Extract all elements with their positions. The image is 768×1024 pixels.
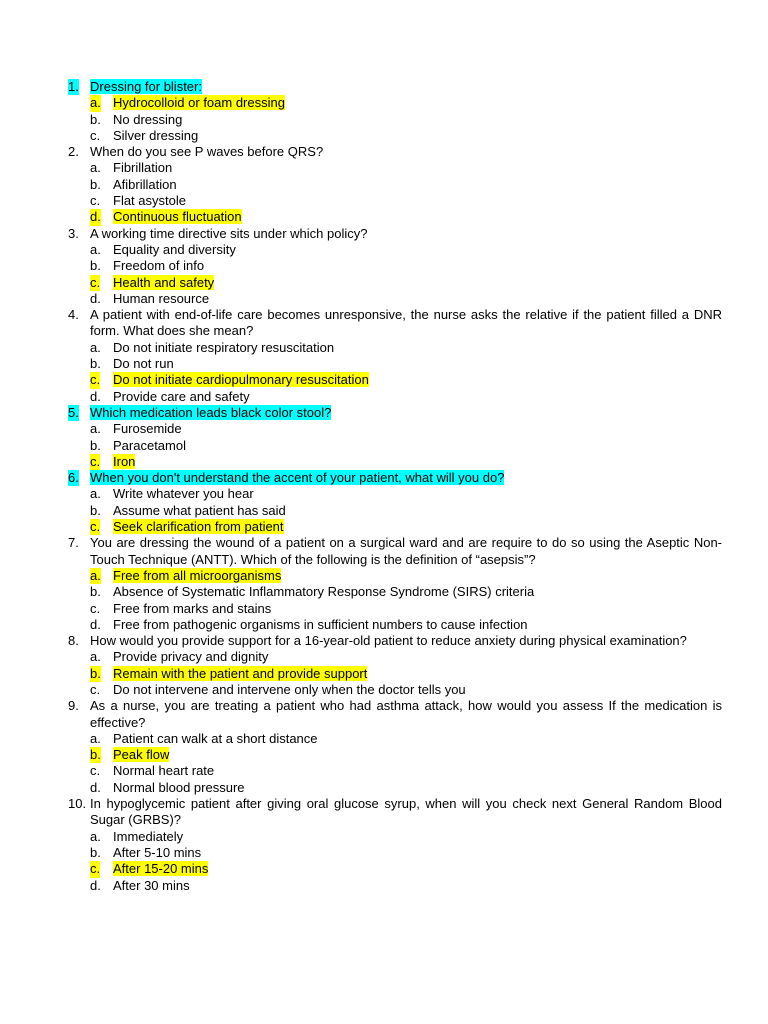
answer-option — [0, 617, 768, 633]
option-text: Do not initiate respiratory resuscitation — [113, 339, 335, 355]
answer-option — [0, 829, 768, 845]
question-text: A patient with end-of-life care becomes unresponsive, the nurse asks the relative if the patient filled a DNR form. What does she mean? — [90, 307, 722, 339]
answer-option — [0, 503, 768, 519]
answer-option — [0, 258, 768, 274]
question-number: 7. — [68, 535, 79, 551]
question-number: 10. — [68, 796, 87, 812]
answer-option — [0, 601, 768, 617]
option-text: Provide privacy and dignity — [113, 649, 269, 665]
highlighted-answer-text: Seek clarification from patient — [113, 519, 284, 535]
option-text: Absence of Systematic Inflammatory Response Syndrome (SIRS) criteria — [113, 584, 535, 600]
option-letter: b. — [90, 437, 101, 453]
highlighted-answer-text: After 15-20 mins — [113, 861, 209, 877]
option-text: Free from pathogenic organisms in sufficient numbers to cause infection — [113, 616, 528, 632]
answer-option — [0, 649, 768, 665]
option-letter: d. — [90, 616, 101, 632]
option-text: No dressing — [113, 111, 183, 127]
option-letter: b. — [90, 111, 101, 127]
option-letter: d. — [90, 290, 101, 306]
question-3 — [0, 226, 768, 307]
option-text: After 5-10 mins — [113, 844, 202, 860]
option-text: Do not intervene and intervene only when the doctor tells you — [113, 681, 466, 697]
question-number: 8. — [68, 633, 79, 649]
question-line — [0, 698, 722, 731]
highlighted-answer-text: Remain with the patient and provide support — [113, 665, 368, 681]
option-text: Equality and diversity — [113, 241, 236, 257]
question-number: 3. — [68, 225, 79, 241]
highlighted-answer-text: Free from all microorganisms — [113, 567, 282, 583]
option-letter: b. — [90, 176, 101, 192]
document-page — [0, 79, 768, 894]
option-letter: a. — [90, 95, 101, 111]
option-letter: b. — [90, 747, 101, 763]
question-text: You are dressing the wound of a patient on a surgical ward and are require to do so using the Aseptic Non-Touch Technique (ANTT). Which of the following is the definition of “asepsis”? — [90, 535, 722, 567]
answer-option — [0, 780, 768, 796]
question-line — [0, 633, 722, 649]
question-number: 4. — [68, 307, 79, 323]
option-letter: c. — [90, 600, 101, 616]
question-7 — [0, 535, 768, 633]
question-number: 1. — [68, 79, 79, 94]
answer-option — [0, 112, 768, 128]
option-text: Silver dressing — [113, 127, 199, 143]
option-letter: a. — [90, 567, 101, 583]
highlighted-answer-text: Hydrocolloid or foam dressing — [113, 95, 285, 111]
question-5 — [0, 405, 768, 470]
answer-option — [0, 291, 768, 307]
answer-option — [0, 356, 768, 372]
option-text: Flat asystole — [113, 193, 186, 209]
question-text: Which medication leads black color stool? — [90, 404, 332, 420]
answer-option — [0, 763, 768, 779]
answer-option — [0, 731, 768, 747]
option-text: Patient can walk at a short distance — [113, 730, 318, 746]
option-letter: a. — [90, 421, 101, 437]
question-line — [0, 405, 722, 421]
option-letter: a. — [90, 160, 101, 176]
option-text: After 30 mins — [113, 877, 190, 893]
option-text: Furosemide — [113, 421, 182, 437]
option-letter: c. — [90, 519, 101, 535]
option-text: Immediately — [113, 828, 184, 844]
question-text: When do you see P waves before QRS? — [90, 144, 324, 160]
question-text: A working time directive sits under which policy? — [90, 225, 368, 241]
question-9 — [0, 698, 768, 796]
answer-option — [0, 584, 768, 600]
answer-option — [0, 160, 768, 176]
option-letter: c. — [90, 193, 101, 209]
answer-option — [0, 340, 768, 356]
option-letter: a. — [90, 486, 101, 502]
question-10 — [0, 796, 768, 894]
answer-option — [0, 242, 768, 258]
option-letter: d. — [90, 209, 101, 225]
question-line — [0, 144, 722, 160]
answer-option — [0, 438, 768, 454]
answer-option — [0, 666, 768, 682]
answer-option — [0, 454, 768, 470]
answer-option — [0, 128, 768, 144]
answer-option — [0, 177, 768, 193]
answer-option — [0, 421, 768, 437]
answer-option — [0, 486, 768, 502]
question-6 — [0, 470, 768, 535]
option-text: Normal blood pressure — [113, 779, 245, 795]
question-line — [0, 307, 722, 340]
highlighted-answer-text: Iron — [113, 453, 136, 469]
question-text: How would you provide support for a 16-year-old patient to reduce anxiety during physical examination? — [90, 633, 687, 649]
option-letter: c. — [90, 274, 101, 290]
question-line — [0, 226, 722, 242]
answer-option — [0, 682, 768, 698]
question-text: Dressing for blister: — [90, 79, 202, 94]
answer-option — [0, 209, 768, 225]
option-letter: c. — [90, 861, 101, 877]
option-letter: b. — [90, 502, 101, 518]
option-letter: c. — [90, 453, 101, 469]
option-letter: a. — [90, 649, 101, 665]
question-4 — [0, 307, 768, 405]
option-letter: d. — [90, 877, 101, 893]
option-letter: c. — [90, 127, 101, 143]
highlighted-answer-text: Do not initiate cardiopulmonary resuscitation — [113, 372, 369, 388]
question-number: 5. — [68, 404, 79, 420]
option-letter: a. — [90, 241, 101, 257]
question-line — [0, 470, 722, 486]
answer-option — [0, 845, 768, 861]
question-text: As a nurse, you are treating a patient who had asthma attack, how would you assess If the medication is effective? — [90, 698, 722, 730]
option-text: Normal heart rate — [113, 763, 215, 779]
option-text: Assume what patient has said — [113, 502, 286, 518]
option-letter: a. — [90, 828, 101, 844]
answer-option — [0, 878, 768, 894]
answer-option — [0, 275, 768, 291]
option-text: Freedom of info — [113, 258, 205, 274]
highlighted-answer-text: Continuous fluctuation — [113, 209, 242, 225]
answer-option — [0, 519, 768, 535]
option-text: Free from marks and stains — [113, 600, 272, 616]
option-letter: a. — [90, 339, 101, 355]
question-number: 9. — [68, 698, 79, 714]
answer-option — [0, 861, 768, 877]
answer-option — [0, 193, 768, 209]
option-text: Afibrillation — [113, 176, 177, 192]
question-2 — [0, 144, 768, 225]
question-number: 6. — [68, 470, 79, 486]
question-line — [0, 796, 722, 829]
option-letter: b. — [90, 665, 101, 681]
question-text: In hypoglycemic patient after giving oral glucose syrup, when will you check next General Random Blood Sugar (GRBS)? — [90, 796, 722, 828]
option-letter: b. — [90, 258, 101, 274]
option-letter: a. — [90, 730, 101, 746]
highlighted-answer-text: Peak flow — [113, 747, 170, 763]
option-text: Provide care and safety — [113, 388, 250, 404]
question-line — [0, 79, 722, 95]
option-text: Do not run — [113, 356, 174, 372]
option-text: Human resource — [113, 290, 210, 306]
option-text: Fibrillation — [113, 160, 173, 176]
question-1 — [0, 79, 768, 144]
option-letter: c. — [90, 763, 101, 779]
question-text: When you don't understand the accent of your patient, what will you do? — [90, 470, 505, 486]
answer-option — [0, 568, 768, 584]
option-text: Paracetamol — [113, 437, 186, 453]
answer-option — [0, 747, 768, 763]
answer-option — [0, 95, 768, 111]
option-letter: b. — [90, 584, 101, 600]
question-line — [0, 535, 722, 568]
option-text: Write whatever you hear — [113, 486, 254, 502]
option-letter: c. — [90, 372, 101, 388]
question-number: 2. — [68, 144, 79, 160]
answer-option — [0, 372, 768, 388]
option-letter: b. — [90, 844, 101, 860]
answer-option — [0, 389, 768, 405]
option-letter: b. — [90, 356, 101, 372]
option-letter: d. — [90, 388, 101, 404]
option-letter: c. — [90, 681, 101, 697]
highlighted-answer-text: Health and safety — [113, 274, 215, 290]
option-letter: d. — [90, 779, 101, 795]
question-8 — [0, 633, 768, 698]
